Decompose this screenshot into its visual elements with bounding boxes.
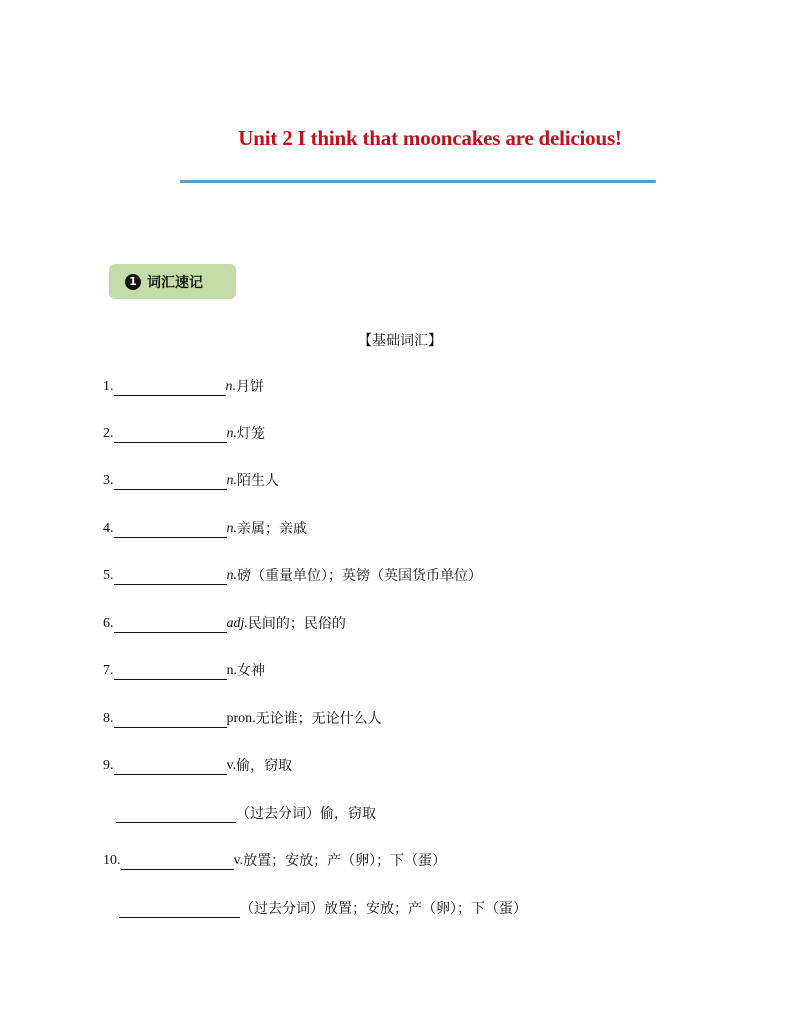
part-of-speech: n. [226, 568, 237, 583]
item-number: 1. [103, 379, 114, 394]
part-of-speech: v. [233, 853, 244, 868]
meaning: 无论谁；无论什么人 [255, 711, 382, 727]
part-of-speech: pron. [226, 711, 256, 726]
part-of-speech: v. [226, 758, 237, 773]
part-of-speech: n. [226, 663, 237, 678]
item-number: 10. [103, 853, 121, 868]
item-number: 4. [103, 521, 114, 536]
vocab-item-1 [103, 378, 264, 396]
vocab-item-5 [103, 567, 482, 585]
item-number: 9. [103, 758, 114, 773]
answer-blank[interactable] [114, 760, 227, 775]
answer-blank[interactable] [114, 570, 227, 585]
vocab-item-10 [103, 852, 446, 870]
page-title: Unit 2 I think that mooncakes are delicious! [238, 126, 622, 150]
answer-blank[interactable] [114, 665, 227, 680]
vocab-item-10-past-participle [119, 900, 527, 918]
answer-blank[interactable] [114, 428, 227, 443]
answer-blank[interactable] [114, 713, 227, 728]
section-label: 词汇速记 [147, 274, 203, 291]
answer-blank[interactable] [114, 618, 227, 633]
item-number: 5. [103, 568, 114, 583]
item-number: 6. [103, 616, 114, 631]
part-of-speech: n. [226, 521, 237, 536]
answer-blank[interactable] [116, 808, 236, 823]
item-number: 8. [103, 711, 114, 726]
answer-blank[interactable] [114, 523, 227, 538]
vocab-item-3 [103, 472, 279, 490]
meaning: 月饼 [236, 379, 264, 395]
meaning: （过去分词）偷，窃取 [236, 806, 376, 822]
meaning: 磅（重量单位）；英镑（英国货币单位） [237, 568, 482, 584]
meaning: 放置；安放；产（卵）；下（蛋） [243, 853, 447, 869]
vocab-item-2 [103, 425, 265, 443]
vocab-item-8 [103, 710, 382, 728]
meaning: 陌生人 [237, 473, 279, 489]
number-circle-icon: 1 [125, 274, 141, 290]
answer-blank[interactable] [114, 381, 226, 396]
meaning: 灯笼 [237, 426, 265, 442]
vocabulary-subheading: 【基础词汇】 [358, 333, 442, 349]
part-of-speech: n. [226, 473, 237, 488]
answer-blank[interactable] [114, 475, 227, 490]
item-number: 2. [103, 426, 114, 441]
vocab-item-9 [103, 757, 292, 775]
item-number: 3. [103, 473, 114, 488]
answer-blank[interactable] [121, 855, 234, 870]
title-underline [180, 180, 656, 183]
meaning: 亲属；亲戚 [237, 521, 307, 537]
vocab-item-7 [103, 662, 265, 680]
part-of-speech: n. [226, 426, 237, 441]
answer-blank[interactable] [119, 903, 240, 918]
vocab-item-4 [103, 520, 307, 538]
section-badge [109, 264, 236, 299]
meaning: 女神 [237, 663, 265, 679]
meaning: 偷，窃取 [236, 758, 293, 774]
item-number: 7. [103, 663, 114, 678]
meaning: 民间的；民俗的 [247, 616, 346, 632]
meaning: （过去分词）放置；安放；产（卵）；下（蛋） [240, 901, 527, 917]
vocab-item-6 [103, 615, 346, 633]
part-of-speech: adj. [226, 616, 248, 631]
part-of-speech: n. [225, 379, 236, 394]
vocab-item-9-past-participle [116, 805, 376, 823]
